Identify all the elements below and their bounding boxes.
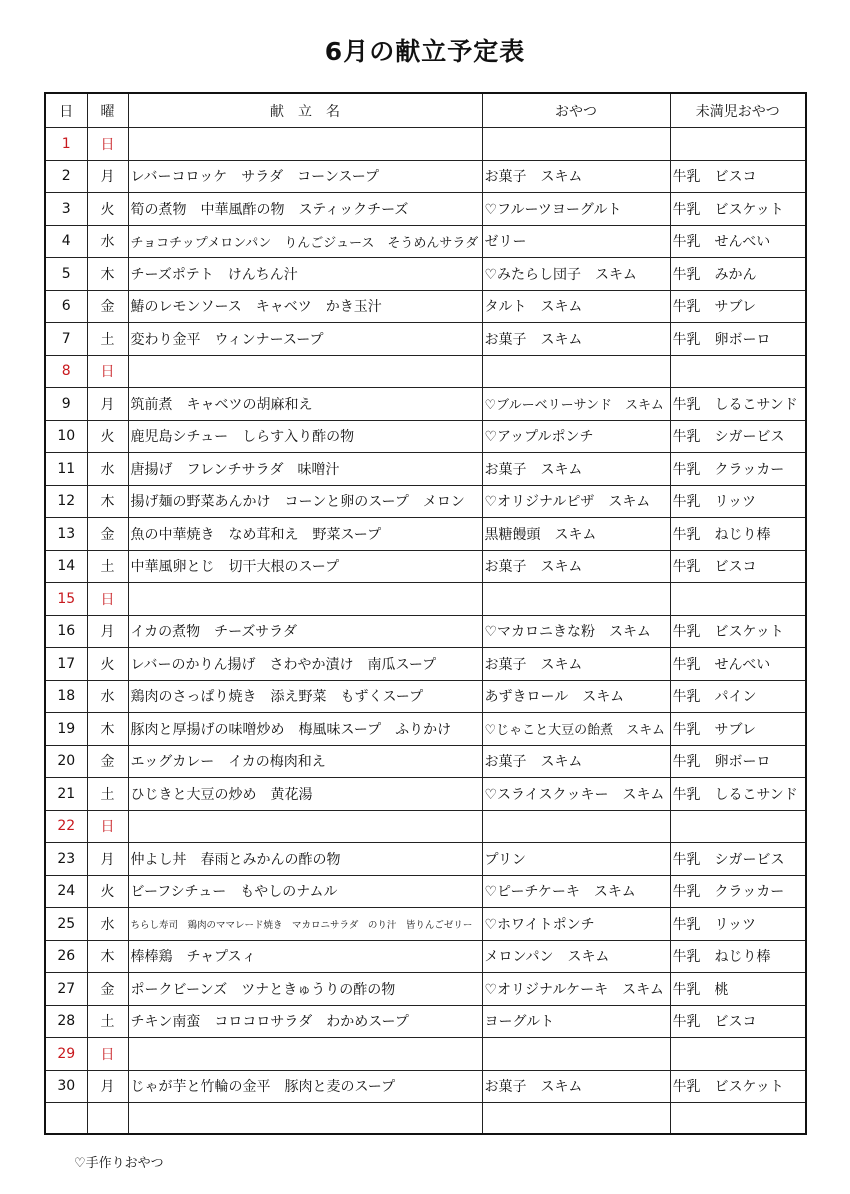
table-row	[45, 485, 806, 518]
snack-cell	[482, 128, 670, 161]
weekday-cell: 月	[87, 160, 128, 193]
snack-cell: お菓子 スキム	[482, 648, 670, 681]
menu-cell: イカの煮物 チーズサラダ	[128, 615, 482, 648]
infant-snack-cell: 牛乳 ビスケット	[670, 615, 806, 648]
infant-snack-cell: 牛乳 桃	[670, 973, 806, 1006]
infant-snack-cell	[670, 128, 806, 161]
day-cell: 2	[45, 160, 87, 193]
weekday-cell: 木	[87, 940, 128, 973]
weekday-cell: 日	[87, 810, 128, 843]
snack-cell: お菓子 スキム	[482, 745, 670, 778]
day-cell: 8	[45, 355, 87, 388]
menu-table	[44, 92, 807, 1135]
weekday-cell: 土	[87, 778, 128, 811]
table-row	[45, 1005, 806, 1038]
infant-snack-cell: 牛乳 ビスケット	[670, 193, 806, 226]
day-cell: 7	[45, 323, 87, 356]
table-row	[45, 1038, 806, 1071]
menu-cell	[128, 128, 482, 161]
snack-cell	[482, 1038, 670, 1071]
table-row	[45, 290, 806, 323]
snack-cell: ♡ピーチケーキ スキム	[482, 875, 670, 908]
infant-snack-cell: 牛乳 サブレ	[670, 713, 806, 746]
infant-snack-cell: 牛乳 リッツ	[670, 485, 806, 518]
snack-cell	[482, 810, 670, 843]
day-cell: 4	[45, 225, 87, 258]
table-row	[45, 128, 806, 161]
infant-snack-cell: 牛乳 ねじり棒	[670, 518, 806, 551]
snack-cell: ♡みたらし団子 スキム	[482, 258, 670, 291]
weekday-cell: 土	[87, 323, 128, 356]
menu-cell: 魚の中華焼き なめ茸和え 野菜スープ	[128, 518, 482, 551]
menu-cell	[128, 583, 482, 616]
table-row	[45, 518, 806, 551]
menu-cell: じゃが芋と竹輪の金平 豚肉と麦のスープ	[128, 1070, 482, 1103]
weekday-cell: 日	[87, 1038, 128, 1071]
snack-cell: お菓子 スキム	[482, 160, 670, 193]
weekday-cell: 土	[87, 550, 128, 583]
table-row-empty	[45, 1103, 806, 1135]
infant-snack-cell: 牛乳 卵ボーロ	[670, 745, 806, 778]
menu-cell	[128, 1038, 482, 1071]
menu-cell: チーズポテト けんちん汁	[128, 258, 482, 291]
table-row	[45, 940, 806, 973]
snack-cell: ♡ホワイトポンチ	[482, 908, 670, 941]
menu-cell: チキン南蛮 コロコロサラダ わかめスープ	[128, 1005, 482, 1038]
weekday-cell: 金	[87, 290, 128, 323]
snack-cell: ゼリー	[482, 225, 670, 258]
snack-cell: 黒糖饅頭 スキム	[482, 518, 670, 551]
table-row	[45, 680, 806, 713]
day-cell: 3	[45, 193, 87, 226]
table-row	[45, 875, 806, 908]
snack-cell: ♡じゃこと大豆の飴煮 スキム	[482, 713, 670, 746]
menu-cell: 棒棒鶏 チャプスィ	[128, 940, 482, 973]
infant-snack-cell: 牛乳 せんべい	[670, 225, 806, 258]
menu-cell: 鶏肉のさっぱり焼き 添え野菜 もずくスープ	[128, 680, 482, 713]
snack-cell: プリン	[482, 843, 670, 876]
day-cell: 6	[45, 290, 87, 323]
table-row	[45, 615, 806, 648]
day-cell: 27	[45, 973, 87, 1006]
table-row	[45, 323, 806, 356]
menu-cell: 豚肉と厚揚げの味噌炒め 梅風味スープ ふりかけ	[128, 713, 482, 746]
menu-cell: レバーコロッケ サラダ コーンスープ	[128, 160, 482, 193]
weekday-cell: 火	[87, 420, 128, 453]
header-snack: おやつ	[482, 93, 670, 128]
table-row	[45, 908, 806, 941]
day-cell: 13	[45, 518, 87, 551]
menu-cell: 筑前煮 キャベツの胡麻和え	[128, 388, 482, 421]
day-cell: 1	[45, 128, 87, 161]
table-row	[45, 420, 806, 453]
snack-cell: ヨーグルト	[482, 1005, 670, 1038]
footnote: ♡手作りおやつ	[74, 1156, 164, 1171]
table-row	[45, 388, 806, 421]
table-row	[45, 973, 806, 1006]
weekday-cell: 月	[87, 1070, 128, 1103]
snack-cell: お菓子 スキム	[482, 323, 670, 356]
snack-cell: お菓子 スキム	[482, 453, 670, 486]
day-cell: 17	[45, 648, 87, 681]
infant-snack-cell: 牛乳 シガービス	[670, 843, 806, 876]
day-cell: 5	[45, 258, 87, 291]
menu-cell: ポークビーンズ ツナときゅうりの酢の物	[128, 973, 482, 1006]
weekday-cell: 木	[87, 485, 128, 518]
empty-cell	[670, 1103, 806, 1135]
snack-cell: ♡ブルーベリーサンド スキム	[482, 388, 670, 421]
table-row	[45, 583, 806, 616]
header-infant-snack: 未満児おやつ	[670, 93, 806, 128]
snack-cell: タルト スキム	[482, 290, 670, 323]
day-cell: 12	[45, 485, 87, 518]
menu-cell: 仲よし丼 春雨とみかんの酢の物	[128, 843, 482, 876]
day-cell: 15	[45, 583, 87, 616]
snack-cell: あずきロール スキム	[482, 680, 670, 713]
infant-snack-cell: 牛乳 せんべい	[670, 648, 806, 681]
day-cell: 11	[45, 453, 87, 486]
weekday-cell: 火	[87, 193, 128, 226]
day-cell: 9	[45, 388, 87, 421]
snack-cell: ♡オリジナルピザ スキム	[482, 485, 670, 518]
weekday-cell: 水	[87, 225, 128, 258]
header-day: 日	[45, 93, 87, 128]
day-cell: 30	[45, 1070, 87, 1103]
infant-snack-cell: 牛乳 サブレ	[670, 290, 806, 323]
infant-snack-cell: 牛乳 しるこサンド	[670, 388, 806, 421]
day-cell: 29	[45, 1038, 87, 1071]
menu-cell: エッグカレー イカの梅肉和え	[128, 745, 482, 778]
snack-cell: ♡フルーツヨーグルト	[482, 193, 670, 226]
menu-cell	[128, 810, 482, 843]
snack-cell: お菓子 スキム	[482, 550, 670, 583]
weekday-cell: 金	[87, 518, 128, 551]
menu-cell: 変わり金平 ウィンナースープ	[128, 323, 482, 356]
day-cell: 26	[45, 940, 87, 973]
infant-snack-cell	[670, 583, 806, 616]
table-row	[45, 160, 806, 193]
table-row	[45, 745, 806, 778]
day-cell: 21	[45, 778, 87, 811]
infant-snack-cell: 牛乳 ビスコ	[670, 160, 806, 193]
menu-cell: 中華風卵とじ 切干大根のスープ	[128, 550, 482, 583]
day-cell: 23	[45, 843, 87, 876]
infant-snack-cell: 牛乳 卵ボーロ	[670, 323, 806, 356]
empty-cell	[482, 1103, 670, 1135]
day-cell: 20	[45, 745, 87, 778]
table-row	[45, 778, 806, 811]
weekday-cell: 月	[87, 388, 128, 421]
snack-cell: ♡スライスクッキー スキム	[482, 778, 670, 811]
day-cell: 16	[45, 615, 87, 648]
table-row	[45, 648, 806, 681]
infant-snack-cell: 牛乳 クラッカー	[670, 875, 806, 908]
empty-cell	[87, 1103, 128, 1135]
weekday-cell: 日	[87, 355, 128, 388]
weekday-cell: 土	[87, 1005, 128, 1038]
table-row	[45, 258, 806, 291]
table-row	[45, 550, 806, 583]
table-row	[45, 1070, 806, 1103]
infant-snack-cell: 牛乳 ねじり棒	[670, 940, 806, 973]
day-cell: 22	[45, 810, 87, 843]
header-row	[45, 93, 806, 128]
table-row	[45, 713, 806, 746]
menu-cell: 揚げ麺の野菜あんかけ コーンと卵のスープ メロン	[128, 485, 482, 518]
menu-cell: 唐揚げ フレンチサラダ 味噌汁	[128, 453, 482, 486]
snack-cell: メロンパン スキム	[482, 940, 670, 973]
header-menu: 献 立 名	[128, 93, 482, 128]
infant-snack-cell	[670, 1038, 806, 1071]
weekday-cell: 月	[87, 615, 128, 648]
weekday-cell: 水	[87, 453, 128, 486]
menu-cell	[128, 355, 482, 388]
weekday-cell: 火	[87, 875, 128, 908]
weekday-cell: 金	[87, 745, 128, 778]
infant-snack-cell: 牛乳 ビスコ	[670, 550, 806, 583]
menu-cell: ひじきと大豆の炒め 黄花湯	[128, 778, 482, 811]
infant-snack-cell: 牛乳 クラッカー	[670, 453, 806, 486]
day-cell: 18	[45, 680, 87, 713]
menu-table-body	[45, 128, 806, 1135]
table-row	[45, 193, 806, 226]
table-row	[45, 810, 806, 843]
weekday-cell: 水	[87, 680, 128, 713]
menu-cell: ビーフシチュー もやしのナムル	[128, 875, 482, 908]
weekday-cell: 木	[87, 713, 128, 746]
snack-cell	[482, 583, 670, 616]
infant-snack-cell	[670, 810, 806, 843]
infant-snack-cell: 牛乳 しるこサンド	[670, 778, 806, 811]
day-cell: 10	[45, 420, 87, 453]
table-row	[45, 453, 806, 486]
weekday-cell: 木	[87, 258, 128, 291]
page-title: 6月の献立予定表	[324, 37, 526, 66]
day-cell: 25	[45, 908, 87, 941]
snack-cell: お菓子 スキム	[482, 1070, 670, 1103]
menu-cell: チョコチップメロンパン りんごジュース そうめんサラダ	[128, 225, 482, 258]
weekday-cell: 金	[87, 973, 128, 1006]
weekday-cell: 月	[87, 843, 128, 876]
day-cell: 19	[45, 713, 87, 746]
header-weekday: 曜	[87, 93, 128, 128]
empty-cell	[45, 1103, 87, 1135]
weekday-cell: 火	[87, 648, 128, 681]
day-cell: 28	[45, 1005, 87, 1038]
snack-cell	[482, 355, 670, 388]
infant-snack-cell: 牛乳 シガービス	[670, 420, 806, 453]
infant-snack-cell: 牛乳 リッツ	[670, 908, 806, 941]
table-row	[45, 843, 806, 876]
day-cell: 24	[45, 875, 87, 908]
menu-cell: 鹿児島シチュー しらす入り酢の物	[128, 420, 482, 453]
snack-cell: ♡マカロニきな粉 スキム	[482, 615, 670, 648]
infant-snack-cell: 牛乳 ビスコ	[670, 1005, 806, 1038]
infant-snack-cell: 牛乳 ビスケット	[670, 1070, 806, 1103]
table-row	[45, 355, 806, 388]
menu-cell: ちらし寿司 鶏肉のママレード焼き マカロニサラダ のり汁 皆りんごゼリー	[128, 908, 482, 941]
table-row	[45, 225, 806, 258]
weekday-cell: 日	[87, 583, 128, 616]
snack-cell: ♡アップルポンチ	[482, 420, 670, 453]
infant-snack-cell: 牛乳 パイン	[670, 680, 806, 713]
snack-cell: ♡オリジナルケーキ スキム	[482, 973, 670, 1006]
infant-snack-cell	[670, 355, 806, 388]
empty-cell	[128, 1103, 482, 1135]
weekday-cell: 水	[87, 908, 128, 941]
infant-snack-cell: 牛乳 みかん	[670, 258, 806, 291]
menu-cell: 鰆のレモンソース キャベツ かき玉汁	[128, 290, 482, 323]
day-cell: 14	[45, 550, 87, 583]
menu-cell: レバーのかりん揚げ さわやか漬け 南瓜スープ	[128, 648, 482, 681]
menu-cell: 筍の煮物 中華風酢の物 スティックチーズ	[128, 193, 482, 226]
weekday-cell: 日	[87, 128, 128, 161]
